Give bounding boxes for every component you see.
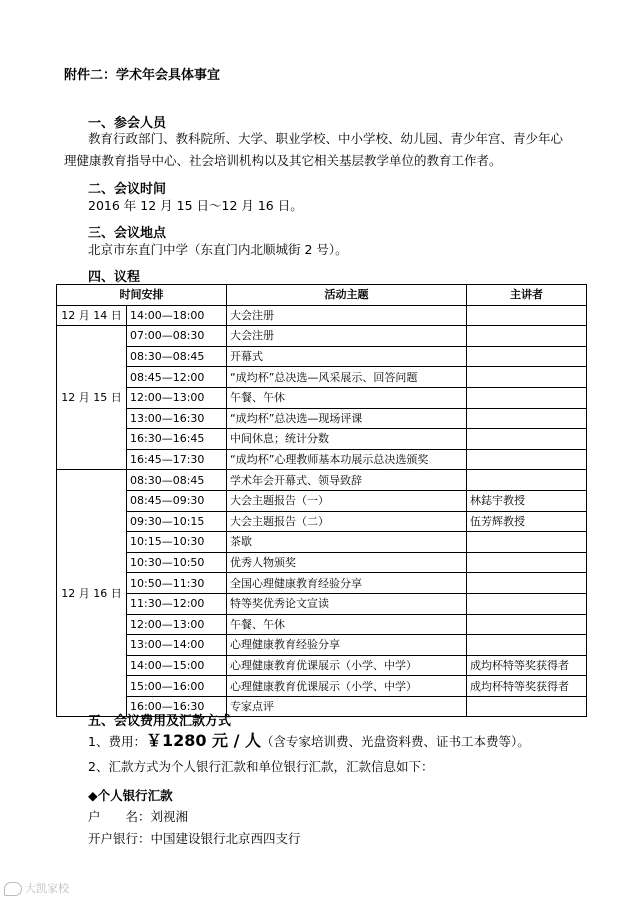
header-topic: 活动主题 [227, 285, 467, 306]
time-cell: 13:00—14:00 [127, 635, 227, 656]
speaker-cell: 林鋕宇教授 [467, 490, 587, 511]
speaker-cell: 成均杯特等奖获得者 [467, 655, 587, 676]
time-cell: 14:00—18:00 [127, 305, 227, 326]
table-row [57, 573, 587, 594]
section-heading-participants: 一、参会人员 [88, 116, 167, 131]
speaker-cell: 成均杯特等奖获得者 [467, 676, 587, 697]
speaker-cell [467, 696, 587, 717]
topic-cell: 心理健康教育经验分享 [227, 635, 467, 656]
table-row [57, 470, 587, 491]
topic-cell: 大会主题报告（一） [227, 490, 467, 511]
section-heading-venue: 三、会议地点 [88, 226, 167, 241]
speaker-cell [467, 532, 587, 553]
speaker-cell [467, 367, 587, 388]
table-row [57, 305, 587, 326]
table-row [57, 367, 587, 388]
account-name-line [88, 806, 188, 828]
table-row [57, 511, 587, 532]
time-cell: 08:30—08:45 [127, 470, 227, 491]
meeting-venue-text: 北京市东直门中学（东直门内北顺城街 2 号）。 [88, 242, 348, 257]
table-row [57, 635, 587, 656]
time-cell: 09:30—10:15 [127, 511, 227, 532]
topic-cell: 学术年会开幕式、领导致辞 [227, 470, 467, 491]
table-row [57, 490, 587, 511]
topic-cell: 优秀人物颁奖 [227, 552, 467, 573]
bank-line [88, 828, 301, 850]
topic-cell: “成均杯”总决选—现场评课 [227, 408, 467, 429]
participants-text-line-2: 理健康教育指导中心、社会培训机构以及其它相关基层教学单位的教育工作者。 [64, 153, 502, 168]
date-cell: 12 月 14 日 [57, 305, 127, 326]
speaker-cell [467, 408, 587, 429]
speaker-cell [467, 326, 587, 347]
table-row [57, 387, 587, 408]
time-cell: 13:00—16:30 [127, 408, 227, 429]
topic-cell: 午餐、午休 [227, 387, 467, 408]
time-cell: 14:00—15:00 [127, 655, 227, 676]
time-cell: 07:00—08:30 [127, 326, 227, 347]
speaker-cell [467, 305, 587, 326]
speaker-cell [467, 593, 587, 614]
speaker-cell [467, 429, 587, 450]
header-time: 时间安排 [57, 285, 227, 306]
watermark [4, 880, 69, 896]
header-speaker: 主讲者 [467, 285, 587, 306]
topic-cell: 开幕式 [227, 346, 467, 367]
bank-value: 中国建设银行北京西四支行 [150, 831, 301, 846]
time-cell: 16:45—17:30 [127, 449, 227, 470]
personal-remittance-title: ◆个人银行汇款 [88, 788, 173, 803]
section-heading-agenda: 四、议程 [88, 270, 141, 285]
topic-cell: 心理健康教育优课展示（小学、中学） [227, 676, 467, 697]
participants-text-line-1: 教育行政部门、教科院所、大学、职业学校、中小学校、幼儿园、青少年宫、青少年心 [88, 131, 564, 146]
table-row [57, 346, 587, 367]
agenda-table [56, 284, 587, 717]
speaker-cell [467, 387, 587, 408]
time-cell: 08:30—08:45 [127, 346, 227, 367]
speaker-cell [467, 635, 587, 656]
table-row [57, 532, 587, 553]
speaker-cell [467, 470, 587, 491]
fee-suffix: （含专家培训费、光盘资料费、证书工本费等）。 [261, 734, 530, 749]
meeting-time-text: 2016 年 12 月 15 日～12 月 16 日。 [88, 198, 303, 213]
speaker-cell [467, 614, 587, 635]
chat-bubble-icon [4, 882, 22, 896]
watermark-text: 大凯家校 [25, 882, 69, 895]
topic-cell: 大会注册 [227, 326, 467, 347]
speaker-cell: 伍芳辉教授 [467, 511, 587, 532]
table-row [57, 449, 587, 470]
time-cell: 12:00—13:00 [127, 614, 227, 635]
time-cell: 08:45—12:00 [127, 367, 227, 388]
time-cell: 10:15—10:30 [127, 532, 227, 553]
speaker-cell [467, 449, 587, 470]
section-heading-fees: 五、会议费用及汇款方式 [88, 714, 232, 729]
bank-label: 开户银行： [88, 831, 151, 846]
topic-cell: 中间休息；统计分数 [227, 429, 467, 450]
speaker-cell [467, 552, 587, 573]
time-cell: 16:00—16:30 [127, 696, 227, 717]
time-cell: 15:00—16:00 [127, 676, 227, 697]
table-row [57, 408, 587, 429]
time-cell: 11:30—12:00 [127, 593, 227, 614]
topic-cell: 大会注册 [227, 305, 467, 326]
speaker-cell [467, 573, 587, 594]
fee-amount: ￥1280 元 / 人 [145, 731, 262, 750]
remittance-method-text: 2、汇款方式为个人银行汇款和单位银行汇款，汇款信息如下： [88, 759, 434, 774]
table-row [57, 614, 587, 635]
date-cell: 12 月 16 日 [57, 470, 127, 717]
topic-cell: 午餐、午休 [227, 614, 467, 635]
table-row [57, 676, 587, 697]
table-row [57, 655, 587, 676]
date-cell: 12 月 15 日 [57, 326, 127, 470]
account-name-value: 刘视湘 [150, 809, 189, 824]
table-header-row [57, 285, 587, 306]
time-cell: 12:00—13:00 [127, 387, 227, 408]
topic-cell: 专家点评 [227, 696, 467, 717]
time-cell: 08:45—09:30 [127, 490, 227, 511]
account-name-label: 户 名： [88, 809, 151, 824]
topic-cell: “成均杯”心理教师基本功展示总决选颁奖 [227, 449, 467, 470]
topic-cell: 大会主题报告（二） [227, 511, 467, 532]
fee-prefix: 1、费用： [88, 734, 146, 749]
time-cell: 10:30—10:50 [127, 552, 227, 573]
fee-line [88, 730, 530, 753]
topic-cell: “成均杯”总决选—风采展示、回答问题 [227, 367, 467, 388]
table-row [57, 593, 587, 614]
time-cell: 16:30—16:45 [127, 429, 227, 450]
table-row [57, 552, 587, 573]
table-row [57, 326, 587, 347]
attachment-title: 附件二：学术年会具体事宜 [64, 68, 221, 83]
topic-cell: 全国心理健康教育经验分享 [227, 573, 467, 594]
topic-cell: 茶歇 [227, 532, 467, 553]
table-row [57, 429, 587, 450]
section-heading-time: 二、会议时间 [88, 182, 167, 197]
speaker-cell [467, 346, 587, 367]
time-cell: 10:50—11:30 [127, 573, 227, 594]
topic-cell: 心理健康教育优课展示（小学、中学） [227, 655, 467, 676]
topic-cell: 特等奖优秀论文宣读 [227, 593, 467, 614]
